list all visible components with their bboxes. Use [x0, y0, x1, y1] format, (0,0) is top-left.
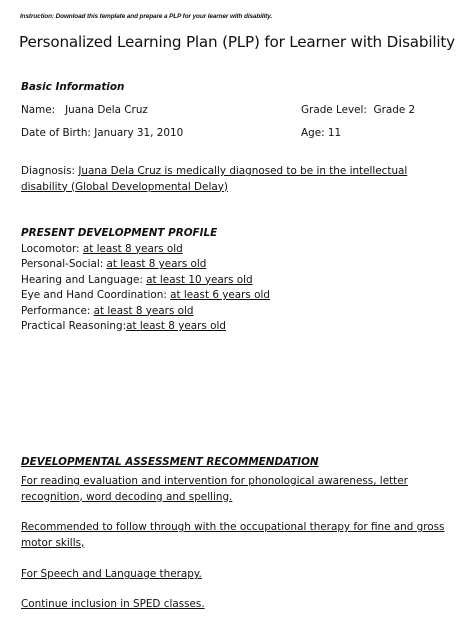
age-value: 11: [327, 127, 342, 139]
recommendation-4: [21, 597, 205, 613]
profile-item-eye-hand: [21, 288, 270, 304]
present-profile-heading: PRESENT DEVELOPMENT PROFILE: [21, 227, 218, 239]
diagnosis-line-1: [21, 164, 407, 180]
rec-1-line-1: For reading evaluation and intervention for phonological awareness, letter: [21, 475, 408, 487]
profile-item-personal-social: [21, 257, 270, 273]
profile-value: at least 8 years old: [93, 304, 194, 317]
profile-value: at least 8 years old: [82, 242, 183, 255]
profile-item-practical-reasoning: [21, 319, 270, 335]
dob-label: Date of Birth:: [21, 127, 91, 139]
profile-label: Practical Reasoning:: [21, 320, 127, 332]
recommendation-heading: [21, 455, 319, 469]
profile-item-performance: [21, 304, 270, 320]
profile-label: Eye and Hand Coordination:: [21, 289, 167, 301]
rec-4-text: Continue inclusion in SPED classes.: [21, 598, 205, 610]
basic-info-heading: Basic Information: [21, 81, 125, 93]
name-row: [21, 103, 148, 117]
dob-row: [21, 126, 183, 140]
diagnosis-text-1: Juana Dela Cruz is medically diagnosed to be in the intellectual: [78, 165, 408, 177]
profile-item-hearing-language: [21, 273, 270, 289]
profile-label: Performance:: [21, 304, 91, 317]
name-value: Juana Dela Cruz: [65, 104, 148, 116]
profile-label: Personal-Social:: [21, 258, 104, 270]
profile-item-locomotor: [21, 242, 270, 258]
recommendation-3: [21, 567, 202, 583]
name-label: Name:: [21, 104, 56, 116]
recommendation-heading-text: DEVELOPMENTAL ASSESSMENT RECOMMENDATION: [21, 456, 319, 468]
grade-row: [301, 103, 415, 117]
diagnosis-text-2: disability (Global Developmental Delay): [21, 180, 228, 193]
rec-1-line-2: recognition, word decoding and spelling.: [21, 490, 233, 503]
diagnosis-label: Diagnosis:: [21, 165, 76, 177]
diagnosis-line-2: [21, 180, 407, 196]
rec-3-text: For Speech and Language therapy.: [21, 568, 202, 580]
page-title: Personalized Learning Plan (PLP) for Learner with Disability: [19, 33, 455, 51]
present-profile-section: [21, 226, 270, 335]
dob-value: January 31, 2010: [94, 127, 184, 139]
grade-value: Grade 2: [373, 104, 416, 116]
profile-value: at least 8 years old: [126, 320, 226, 332]
recommendation-1: [21, 474, 408, 505]
rec-2-line-2: motor skills,: [21, 536, 85, 549]
rec-2-line-1: Recommended to follow through with the occupational therapy for fine and gross: [21, 521, 445, 533]
profile-label: Hearing and Language:: [21, 273, 143, 286]
age-label: Age:: [301, 127, 325, 139]
profile-value: at least 10 years old: [146, 273, 253, 286]
profile-label: Locomotor:: [21, 242, 80, 255]
instruction-text: Instruction: Download this template and prepare a PLP for your learner with disability.: [20, 13, 273, 20]
profile-value: at least 6 years old: [170, 289, 270, 301]
diagnosis-section: [21, 164, 407, 195]
age-row: [301, 126, 341, 140]
recommendation-2: [21, 520, 444, 551]
grade-label: Grade Level:: [301, 104, 367, 116]
profile-value: at least 8 years old: [106, 258, 207, 270]
